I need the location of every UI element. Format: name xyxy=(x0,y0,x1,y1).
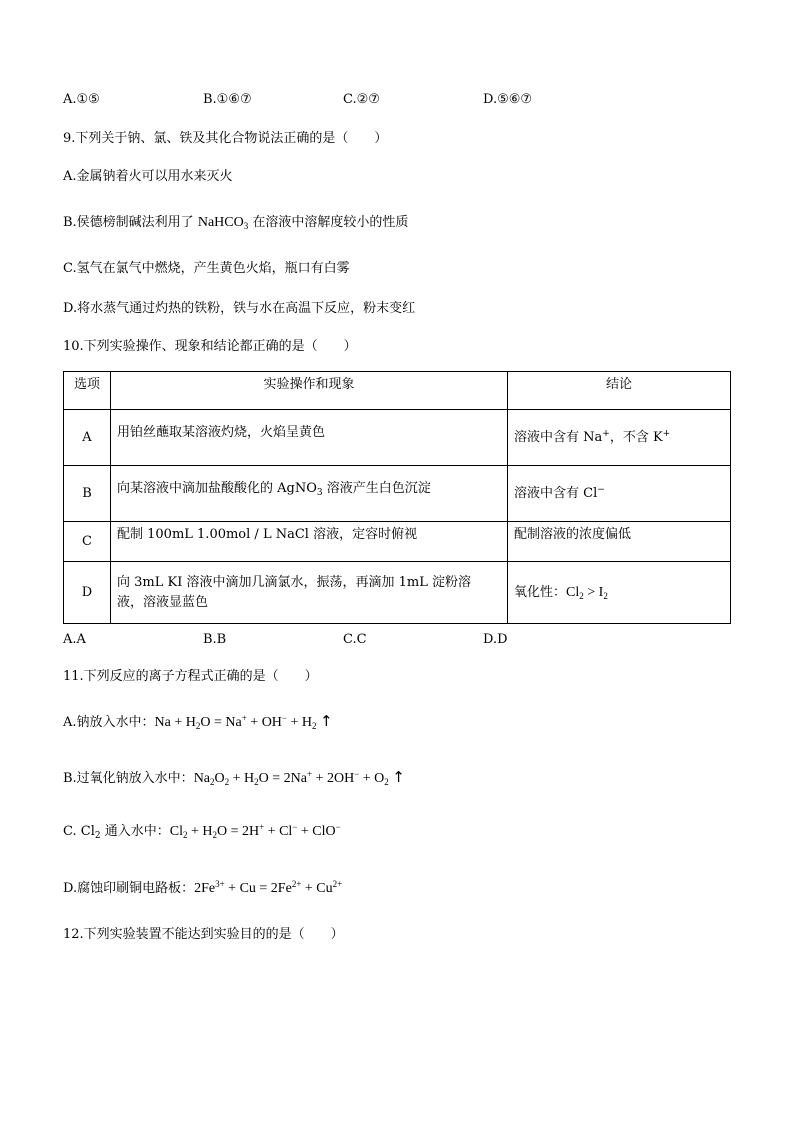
q11-option-d-equation: $2Fe^{3+} + Cu = 2Fe^{2+} + Cu^{2+}$ xyxy=(194,879,343,896)
q8-option-d: D.⑤⑥⑦ xyxy=(483,92,533,107)
row-a-operation: 用铂丝蘸取某溶液灼烧，火焰呈黄色 xyxy=(111,410,508,466)
header-option: 选项 xyxy=(64,372,111,410)
row-c-conclusion: 配制溶液的浓度偏低 xyxy=(508,522,731,562)
row-c-operation: 配制 100mL 1.00mol / L NaCl 溶液，定容时俯视 xyxy=(111,522,508,562)
q8-option-b: B.①⑥⑦ xyxy=(203,92,252,107)
row-d-label: D xyxy=(64,562,111,624)
q8-option-a: A.①⑤ xyxy=(63,92,100,107)
q11-option-c: C. $Cl_2$ 通入水中：$Cl_2 + H_2O = 2H^+ + Cl^- + ClO^-$ xyxy=(63,822,341,841)
q10-option-d: D.D xyxy=(483,632,508,647)
table-row xyxy=(64,410,731,466)
q10-option-b: B.B xyxy=(203,632,227,647)
q11-option-d: D.腐蚀印刷铜电路板：$2Fe^{3+} + Cu = 2Fe^{2+} + Cu^{2+}$ xyxy=(63,879,343,896)
table-row xyxy=(64,466,731,522)
row-b-conclusion: 溶液中含有 Cl− xyxy=(508,466,731,522)
row-d-operation: 向 3mL KI 溶液中滴加几滴氯水，振荡，再滴加 1mL 淀粉溶 液，溶液显蓝色 xyxy=(111,562,508,624)
q9-option-b-prefix: B.侯德榜制碱法利用了 xyxy=(63,215,198,230)
q11-option-a-equation: $Na + H_2O = Na^+ + OH^- + H_2$ ↑ xyxy=(154,712,333,731)
header-conclusion: 结论 xyxy=(508,372,731,410)
q10-option-c: C.C xyxy=(343,632,367,647)
row-c-label: C xyxy=(64,522,111,562)
q9-option-b-suffix: 在溶液中溶解度较小的性质 xyxy=(248,215,409,230)
row-b-operation: 向某溶液中滴加盐酸酸化的 AgNO$_3$ 溶液产生白色沉淀 xyxy=(111,466,508,522)
q11-option-a: A.钠放入水中：$Na + H_2O = Na^+ + OH^- + H_2$ ↑ xyxy=(63,712,333,731)
q11-stem: 11.下列反应的离子方程式正确的是（ ） xyxy=(63,669,318,684)
q11-option-b: B.过氧化钠放入水中：$Na_2O_2 + H_2O = 2Na^+ + 2OH^- + O_2$ ↑ xyxy=(63,768,405,787)
q10-option-a: A.A xyxy=(63,632,86,647)
header-operation: 实验操作和现象 xyxy=(111,372,508,410)
q9-option-b-formula: NaHCO$_3$ xyxy=(197,215,249,231)
q11-option-b-equation: $Na_2O_2 + H_2O = 2Na^+ + 2OH^- + O_2$ ↑ xyxy=(193,768,405,787)
row-a-conclusion: 溶液中含有 Na+，不含 K+ xyxy=(508,410,731,466)
q9-option-d: D.将水蒸气通过灼热的铁粉，铁与水在高温下反应，粉末变红 xyxy=(63,301,416,316)
table-row xyxy=(64,562,731,624)
q11-option-c-equation: $Cl_2 + H_2O = 2H^+ + Cl^- + ClO^-$ xyxy=(169,822,341,840)
q10-table xyxy=(63,371,731,624)
row-d-conclusion: 氧化性：$Cl_2 > I_2$ xyxy=(508,562,731,624)
q9-stem: 9.下列关于钠、氯、铁及其化合物说法正确的是（ ） xyxy=(63,131,388,146)
table-row xyxy=(64,522,731,562)
q10-stem: 10.下列实验操作、现象和结论都正确的是（ ） xyxy=(63,339,357,354)
q9-option-a: A.金属钠着火可以用水来灭火 xyxy=(63,169,233,184)
q8-option-c: C.②⑦ xyxy=(343,92,380,107)
row-a-label: A xyxy=(64,410,111,466)
q9-option-c: C.氢气在氯气中燃烧，产生黄色火焰，瓶口有白雾 xyxy=(63,261,350,276)
q12-stem: 12.下列实验装置不能达到实验目的的是（ ） xyxy=(63,927,344,942)
row-b-label: B xyxy=(64,466,111,522)
q9-option-b xyxy=(63,214,408,232)
table-header-row xyxy=(64,372,731,410)
